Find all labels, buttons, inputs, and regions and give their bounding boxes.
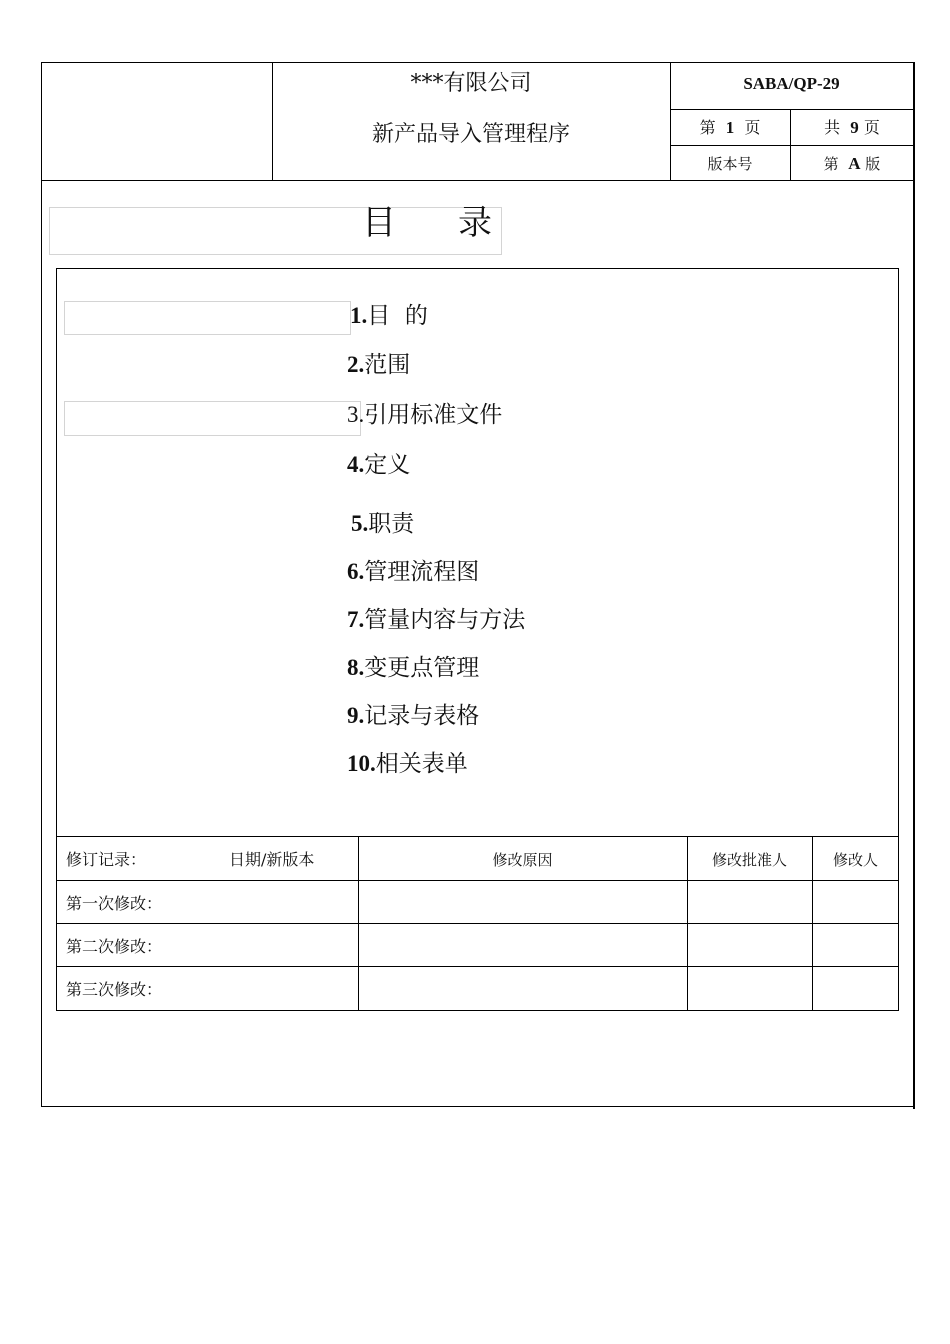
header-bottom-rule: [41, 180, 914, 181]
placeholder-box-2: [64, 401, 361, 436]
revision-table-top-rule: [56, 836, 899, 837]
toc-item-8[interactable]: 8.变更点管理: [347, 655, 480, 681]
revision-row-1-label: 第一次修改：: [66, 894, 163, 913]
toc-item-4[interactable]: 4.定义: [347, 452, 411, 478]
company-name: ***有限公司: [410, 71, 532, 96]
toc-item-6[interactable]: 6.管理流程图: [347, 559, 480, 585]
placeholder-box-1: [64, 301, 351, 335]
procedure-title: 新产品导入管理程序: [371, 122, 570, 147]
total-pages-cell: 共 9 页: [824, 118, 880, 137]
toc-item-2[interactable]: 2.范围: [347, 352, 411, 378]
header-info-rule-2: [670, 145, 914, 146]
revision-record-label: 修订记录：: [66, 850, 147, 869]
edition-cell: 第 A 版: [823, 154, 881, 173]
toc-heading: 目录: [362, 203, 554, 243]
revision-row-1-modifier-cell[interactable]: [813, 881, 899, 923]
frame-right-edge: [913, 62, 915, 1109]
toc-item-10[interactable]: 10.相关表单: [347, 751, 468, 777]
revision-row-3-modifier-cell[interactable]: [813, 967, 899, 1010]
revision-row-1-reason-cell[interactable]: [359, 881, 687, 923]
revision-row-2-reason-cell[interactable]: [359, 924, 687, 966]
toc-item-9[interactable]: 9.记录与表格: [347, 703, 480, 729]
revision-row-3-approver-cell[interactable]: [688, 967, 812, 1010]
logo-cell: [42, 63, 271, 179]
document-code: SABA/QP-29: [743, 74, 840, 93]
revision-modifier-header: 修改人: [832, 851, 878, 869]
page-number-cell: 第 1 页: [699, 118, 761, 137]
revision-row-2-approver-cell[interactable]: [688, 924, 812, 966]
date-version-label: 日期/新版本: [229, 850, 315, 869]
toc-item-5[interactable]: 5.职责: [351, 511, 415, 537]
revision-row-3-label: 第三次修改：: [66, 980, 163, 999]
toc-item-3[interactable]: 3.引用标准文件: [347, 402, 503, 428]
revision-reason-header: 修改原因: [492, 851, 553, 869]
header-info-rule-1: [670, 109, 914, 110]
revision-row-1-approver-cell[interactable]: [688, 881, 812, 923]
revision-row-2-modifier-cell[interactable]: [813, 924, 899, 966]
revision-row-2-label: 第二次修改：: [66, 937, 163, 956]
revision-approver-header: 修改批准人: [711, 851, 787, 869]
version-label: 版本号: [707, 155, 753, 173]
toc-item-1[interactable]: 1.目 的: [350, 303, 428, 329]
revision-row-3-reason-cell[interactable]: [359, 967, 687, 1010]
toc-item-7[interactable]: 7.管量内容与方法: [347, 607, 526, 633]
